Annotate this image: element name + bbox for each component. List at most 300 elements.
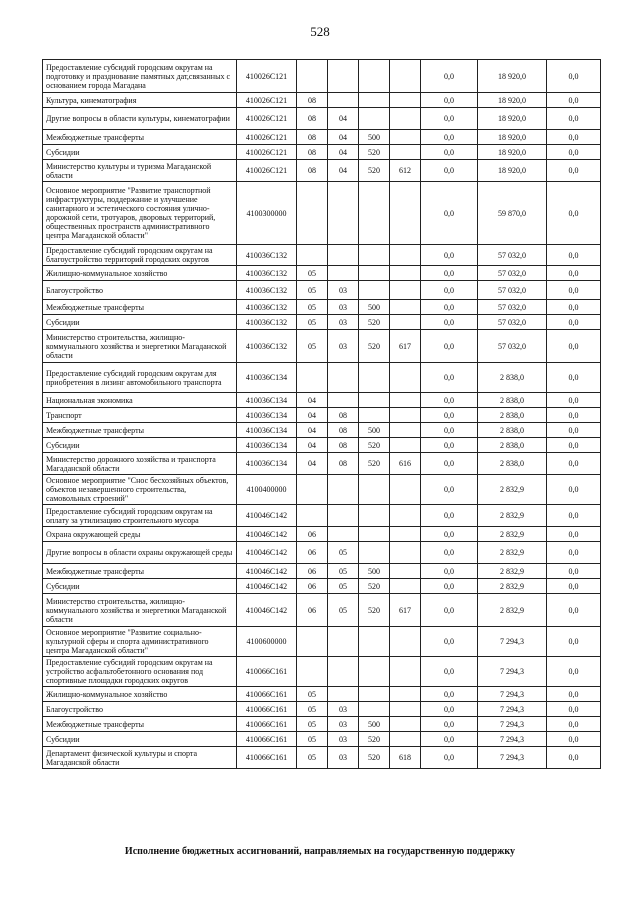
row-subsection — [328, 393, 359, 408]
row-code: 4100300000 — [237, 182, 297, 245]
row-subsection: 05 — [328, 579, 359, 594]
row-section: 08 — [297, 93, 328, 108]
table-row — [43, 505, 601, 527]
row-agency-code — [390, 475, 421, 505]
row-section — [297, 475, 328, 505]
row-value-3: 0,0 — [547, 60, 601, 93]
row-expense-type: 520 — [359, 145, 390, 160]
row-value-2: 57 032,0 — [478, 245, 547, 266]
row-code: 410026С121 — [237, 108, 297, 130]
table-row — [43, 281, 601, 300]
row-value-1: 0,0 — [421, 542, 478, 564]
row-value-3: 0,0 — [547, 160, 601, 182]
row-section: 05 — [297, 266, 328, 281]
row-agency-code — [390, 315, 421, 330]
row-section: 05 — [297, 702, 328, 717]
table-row — [43, 564, 601, 579]
row-value-2: 18 920,0 — [478, 60, 547, 93]
row-name: Субсидии — [43, 438, 237, 453]
row-agency-code: 612 — [390, 160, 421, 182]
row-value-2: 18 920,0 — [478, 160, 547, 182]
row-value-1: 0,0 — [421, 732, 478, 747]
row-agency-code — [390, 266, 421, 281]
row-agency-code: 616 — [390, 453, 421, 475]
row-value-3: 0,0 — [547, 453, 601, 475]
row-value-2: 57 032,0 — [478, 300, 547, 315]
row-value-3: 0,0 — [547, 108, 601, 130]
row-code: 410036С132 — [237, 281, 297, 300]
row-value-1: 0,0 — [421, 717, 478, 732]
row-value-2: 18 920,0 — [478, 108, 547, 130]
row-name: Транспорт — [43, 408, 237, 423]
row-code: 410026С121 — [237, 60, 297, 93]
row-name: Межбюджетные трансферты — [43, 300, 237, 315]
row-name: Межбюджетные трансферты — [43, 130, 237, 145]
row-name: Жилищно-коммунальное хозяйство — [43, 687, 237, 702]
row-value-1: 0,0 — [421, 245, 478, 266]
row-section: 08 — [297, 145, 328, 160]
row-value-3: 0,0 — [547, 627, 601, 657]
row-value-1: 0,0 — [421, 564, 478, 579]
row-subsection — [328, 527, 359, 542]
table-row — [43, 245, 601, 266]
row-value-1: 0,0 — [421, 747, 478, 769]
row-value-2: 18 920,0 — [478, 93, 547, 108]
row-agency-code — [390, 363, 421, 393]
row-section: 04 — [297, 438, 328, 453]
row-value-3: 0,0 — [547, 281, 601, 300]
row-code: 410046С142 — [237, 594, 297, 627]
row-agency-code — [390, 657, 421, 687]
row-name: Благоустройство — [43, 281, 237, 300]
row-value-3: 0,0 — [547, 657, 601, 687]
row-value-3: 0,0 — [547, 732, 601, 747]
row-code: 410036С132 — [237, 315, 297, 330]
row-name: Культура, кинематография — [43, 93, 237, 108]
row-subsection: 03 — [328, 330, 359, 363]
table-row — [43, 393, 601, 408]
row-value-1: 0,0 — [421, 423, 478, 438]
row-value-3: 0,0 — [547, 182, 601, 245]
row-expense-type — [359, 527, 390, 542]
row-value-1: 0,0 — [421, 281, 478, 300]
row-expense-type — [359, 408, 390, 423]
row-expense-type: 500 — [359, 564, 390, 579]
budget-table — [42, 59, 601, 769]
table-row — [43, 160, 601, 182]
row-code: 4100400000 — [237, 475, 297, 505]
row-value-2: 2 832,9 — [478, 594, 547, 627]
row-value-1: 0,0 — [421, 408, 478, 423]
row-subsection: 08 — [328, 453, 359, 475]
row-value-2: 2 832,9 — [478, 579, 547, 594]
row-value-1: 0,0 — [421, 315, 478, 330]
row-subsection: 03 — [328, 747, 359, 769]
row-expense-type: 520 — [359, 315, 390, 330]
row-value-2: 18 920,0 — [478, 145, 547, 160]
row-value-2: 2 838,0 — [478, 423, 547, 438]
row-agency-code — [390, 423, 421, 438]
row-value-3: 0,0 — [547, 542, 601, 564]
row-value-3: 0,0 — [547, 93, 601, 108]
row-value-2: 57 032,0 — [478, 266, 547, 281]
row-agency-code — [390, 130, 421, 145]
row-value-1: 0,0 — [421, 475, 478, 505]
row-code: 410026С121 — [237, 130, 297, 145]
row-agency-code — [390, 627, 421, 657]
row-value-3: 0,0 — [547, 300, 601, 315]
row-code: 410036С132 — [237, 300, 297, 315]
row-section — [297, 60, 328, 93]
row-agency-code — [390, 579, 421, 594]
row-value-1: 0,0 — [421, 594, 478, 627]
row-section: 05 — [297, 732, 328, 747]
row-code: 410046С142 — [237, 542, 297, 564]
row-name: Межбюджетные трансферты — [43, 717, 237, 732]
row-subsection — [328, 627, 359, 657]
row-subsection: 08 — [328, 438, 359, 453]
row-section: 06 — [297, 594, 328, 627]
row-value-3: 0,0 — [547, 363, 601, 393]
row-value-3: 0,0 — [547, 527, 601, 542]
row-value-2: 2 838,0 — [478, 408, 547, 423]
row-value-3: 0,0 — [547, 130, 601, 145]
row-value-1: 0,0 — [421, 702, 478, 717]
row-code: 410066С161 — [237, 732, 297, 747]
row-name: Благоустройство — [43, 702, 237, 717]
row-name: Предоставление субсидий городским округам на подготовку и празднование памятных дат,связанных с основанием города Магадана — [43, 60, 237, 93]
row-subsection — [328, 93, 359, 108]
row-section: 08 — [297, 160, 328, 182]
table-row — [43, 93, 601, 108]
row-subsection — [328, 657, 359, 687]
row-name: Предоставление субсидий городским округам на устройство асфальтобетонного основания под спортивные площадки городских округов — [43, 657, 237, 687]
row-agency-code — [390, 527, 421, 542]
row-name: Другие вопросы в области охраны окружающей среды — [43, 542, 237, 564]
table-row — [43, 182, 601, 245]
table-row — [43, 130, 601, 145]
table-body — [43, 60, 601, 769]
row-subsection: 03 — [328, 732, 359, 747]
row-subsection: 03 — [328, 315, 359, 330]
row-expense-type: 500 — [359, 130, 390, 145]
table-row — [43, 438, 601, 453]
row-agency-code: 617 — [390, 330, 421, 363]
row-code: 410026С121 — [237, 93, 297, 108]
row-value-3: 0,0 — [547, 438, 601, 453]
row-section: 06 — [297, 542, 328, 564]
table-row — [43, 363, 601, 393]
row-agency-code — [390, 281, 421, 300]
row-agency-code — [390, 408, 421, 423]
row-value-2: 2 838,0 — [478, 438, 547, 453]
table-row — [43, 300, 601, 315]
row-value-3: 0,0 — [547, 408, 601, 423]
row-value-1: 0,0 — [421, 627, 478, 657]
row-agency-code — [390, 393, 421, 408]
row-value-1: 0,0 — [421, 527, 478, 542]
row-agency-code — [390, 438, 421, 453]
row-value-1: 0,0 — [421, 330, 478, 363]
row-subsection: 05 — [328, 564, 359, 579]
row-value-2: 18 920,0 — [478, 130, 547, 145]
row-subsection — [328, 687, 359, 702]
row-value-2: 7 294,3 — [478, 657, 547, 687]
row-name: Предоставление субсидий городским округам на оплату за утилизацию строительного мусора — [43, 505, 237, 527]
row-code: 410026С121 — [237, 145, 297, 160]
row-expense-type — [359, 702, 390, 717]
row-subsection — [328, 245, 359, 266]
row-code: 410066С161 — [237, 717, 297, 732]
row-agency-code — [390, 732, 421, 747]
row-expense-type: 500 — [359, 423, 390, 438]
row-expense-type: 520 — [359, 732, 390, 747]
row-subsection: 08 — [328, 408, 359, 423]
row-expense-type: 520 — [359, 438, 390, 453]
row-value-3: 0,0 — [547, 687, 601, 702]
row-section: 05 — [297, 687, 328, 702]
table-row — [43, 687, 601, 702]
row-value-3: 0,0 — [547, 702, 601, 717]
row-value-3: 0,0 — [547, 594, 601, 627]
row-subsection: 08 — [328, 423, 359, 438]
row-value-2: 7 294,3 — [478, 732, 547, 747]
row-value-2: 2 832,9 — [478, 527, 547, 542]
row-expense-type — [359, 281, 390, 300]
row-code: 410066С161 — [237, 702, 297, 717]
row-expense-type: 500 — [359, 300, 390, 315]
row-value-1: 0,0 — [421, 130, 478, 145]
row-value-2: 59 870,0 — [478, 182, 547, 245]
row-subsection: 05 — [328, 594, 359, 627]
row-section: 04 — [297, 393, 328, 408]
row-code: 410036С134 — [237, 453, 297, 475]
row-agency-code — [390, 93, 421, 108]
row-code: 410036С132 — [237, 245, 297, 266]
row-name: Охрана окружающей среды — [43, 527, 237, 542]
row-section: 04 — [297, 408, 328, 423]
table-row — [43, 747, 601, 769]
row-expense-type: 520 — [359, 747, 390, 769]
row-value-3: 0,0 — [547, 747, 601, 769]
row-value-1: 0,0 — [421, 393, 478, 408]
row-name: Субсидии — [43, 315, 237, 330]
row-value-2: 7 294,3 — [478, 717, 547, 732]
row-value-1: 0,0 — [421, 266, 478, 281]
row-value-2: 2 832,9 — [478, 505, 547, 527]
row-agency-code — [390, 182, 421, 245]
row-agency-code: 617 — [390, 594, 421, 627]
row-code: 4100600000 — [237, 627, 297, 657]
row-value-2: 7 294,3 — [478, 702, 547, 717]
row-subsection — [328, 60, 359, 93]
row-name: Основное мероприятие "Развитие социально-культурной сферы и спорта административного центра Магаданской области" — [43, 627, 237, 657]
row-subsection: 03 — [328, 300, 359, 315]
row-value-3: 0,0 — [547, 393, 601, 408]
table-row — [43, 732, 601, 747]
row-value-2: 2 832,9 — [478, 542, 547, 564]
row-agency-code — [390, 702, 421, 717]
row-expense-type — [359, 363, 390, 393]
row-value-2: 2 838,0 — [478, 393, 547, 408]
row-value-2: 2 838,0 — [478, 363, 547, 393]
row-agency-code — [390, 245, 421, 266]
row-section: 04 — [297, 423, 328, 438]
row-value-3: 0,0 — [547, 717, 601, 732]
row-value-1: 0,0 — [421, 182, 478, 245]
row-expense-type — [359, 475, 390, 505]
row-section — [297, 182, 328, 245]
row-expense-type — [359, 657, 390, 687]
row-section: 05 — [297, 330, 328, 363]
row-expense-type: 520 — [359, 160, 390, 182]
row-name: Министерство дорожного хозяйства и транспорта Магаданской области — [43, 453, 237, 475]
row-section: 05 — [297, 300, 328, 315]
row-section — [297, 245, 328, 266]
section-heading: Исполнение бюджетных ассигнований, направляемых на государственную поддержку — [124, 846, 516, 857]
row-name: Межбюджетные трансферты — [43, 564, 237, 579]
row-value-2: 2 832,9 — [478, 564, 547, 579]
row-name: Основное мероприятие "Развитие транспортной инфраструктуры, поддержание и улучшение санитарного и эстетического состояния улично-дорожной сети, тротуаров, дворовых территорий, общественных пространств административного центра Магаданской области" — [43, 182, 237, 245]
row-expense-type — [359, 182, 390, 245]
table-row — [43, 475, 601, 505]
row-code: 410036С132 — [237, 330, 297, 363]
row-agency-code — [390, 60, 421, 93]
row-value-2: 7 294,3 — [478, 747, 547, 769]
table-row — [43, 266, 601, 281]
row-value-1: 0,0 — [421, 300, 478, 315]
table-row — [43, 453, 601, 475]
row-expense-type: 500 — [359, 717, 390, 732]
table-row — [43, 408, 601, 423]
row-section: 05 — [297, 717, 328, 732]
row-value-1: 0,0 — [421, 93, 478, 108]
row-section — [297, 627, 328, 657]
row-value-3: 0,0 — [547, 330, 601, 363]
row-expense-type — [359, 505, 390, 527]
row-code: 410036С134 — [237, 408, 297, 423]
row-value-3: 0,0 — [547, 505, 601, 527]
row-code: 410046С142 — [237, 564, 297, 579]
row-agency-code — [390, 542, 421, 564]
row-code: 410026С121 — [237, 160, 297, 182]
row-code: 410066С161 — [237, 747, 297, 769]
row-code: 410046С142 — [237, 579, 297, 594]
row-value-3: 0,0 — [547, 475, 601, 505]
row-code: 410046С142 — [237, 505, 297, 527]
table-row — [43, 315, 601, 330]
row-value-2: 2 832,9 — [478, 475, 547, 505]
row-section: 06 — [297, 527, 328, 542]
row-subsection — [328, 475, 359, 505]
row-expense-type — [359, 245, 390, 266]
table-row — [43, 542, 601, 564]
row-name: Субсидии — [43, 732, 237, 747]
row-code: 410036С134 — [237, 363, 297, 393]
row-value-3: 0,0 — [547, 266, 601, 281]
row-value-1: 0,0 — [421, 453, 478, 475]
table-row — [43, 60, 601, 93]
row-section — [297, 505, 328, 527]
row-name: Жилищно-коммунальное хозяйство — [43, 266, 237, 281]
row-expense-type — [359, 627, 390, 657]
row-value-2: 57 032,0 — [478, 330, 547, 363]
row-subsection: 04 — [328, 130, 359, 145]
row-name: Национальная экономика — [43, 393, 237, 408]
row-expense-type — [359, 93, 390, 108]
row-subsection — [328, 363, 359, 393]
table-row — [43, 657, 601, 687]
table-row — [43, 108, 601, 130]
row-value-2: 7 294,3 — [478, 627, 547, 657]
row-expense-type: 520 — [359, 579, 390, 594]
row-subsection: 03 — [328, 717, 359, 732]
row-value-3: 0,0 — [547, 423, 601, 438]
table-row — [43, 145, 601, 160]
row-section: 05 — [297, 747, 328, 769]
row-name: Субсидии — [43, 579, 237, 594]
row-subsection: 05 — [328, 542, 359, 564]
table-row — [43, 330, 601, 363]
row-subsection: 04 — [328, 160, 359, 182]
row-name: Межбюджетные трансферты — [43, 423, 237, 438]
row-value-3: 0,0 — [547, 579, 601, 594]
row-name: Другие вопросы в области культуры, кинематографии — [43, 108, 237, 130]
row-agency-code — [390, 505, 421, 527]
row-agency-code — [390, 145, 421, 160]
row-value-2: 7 294,3 — [478, 687, 547, 702]
row-name: Министерство культуры и туризма Магаданской области — [43, 160, 237, 182]
row-subsection — [328, 266, 359, 281]
row-value-3: 0,0 — [547, 564, 601, 579]
table-row — [43, 627, 601, 657]
row-agency-code — [390, 687, 421, 702]
row-agency-code — [390, 108, 421, 130]
row-code: 410036С132 — [237, 266, 297, 281]
page-number: 528 — [310, 24, 330, 39]
row-value-1: 0,0 — [421, 579, 478, 594]
row-value-1: 0,0 — [421, 687, 478, 702]
row-section: 06 — [297, 579, 328, 594]
row-expense-type — [359, 60, 390, 93]
row-expense-type: 520 — [359, 453, 390, 475]
row-section: 05 — [297, 315, 328, 330]
row-value-1: 0,0 — [421, 505, 478, 527]
table-row — [43, 702, 601, 717]
row-expense-type — [359, 687, 390, 702]
row-name: Министерство строительства, жилищно-коммунального хозяйства и энергетики Магаданской области — [43, 330, 237, 363]
row-name: Предоставление субсидий городским округам на благоустройство территорий городских округов — [43, 245, 237, 266]
row-value-1: 0,0 — [421, 657, 478, 687]
row-value-3: 0,0 — [547, 245, 601, 266]
row-value-2: 57 032,0 — [478, 315, 547, 330]
row-code: 410036С134 — [237, 423, 297, 438]
row-subsection: 03 — [328, 702, 359, 717]
row-value-1: 0,0 — [421, 363, 478, 393]
row-subsection — [328, 182, 359, 245]
row-name: Субсидии — [43, 145, 237, 160]
row-name: Основное мероприятие "Снос бесхозяйных объектов, объектов незавершенного строительства, самовольных строений" — [43, 475, 237, 505]
row-value-1: 0,0 — [421, 60, 478, 93]
row-code: 410066С161 — [237, 657, 297, 687]
row-agency-code — [390, 564, 421, 579]
row-value-2: 57 032,0 — [478, 281, 547, 300]
row-code: 410066С161 — [237, 687, 297, 702]
row-expense-type: 520 — [359, 330, 390, 363]
row-agency-code — [390, 300, 421, 315]
row-section — [297, 363, 328, 393]
row-value-3: 0,0 — [547, 315, 601, 330]
